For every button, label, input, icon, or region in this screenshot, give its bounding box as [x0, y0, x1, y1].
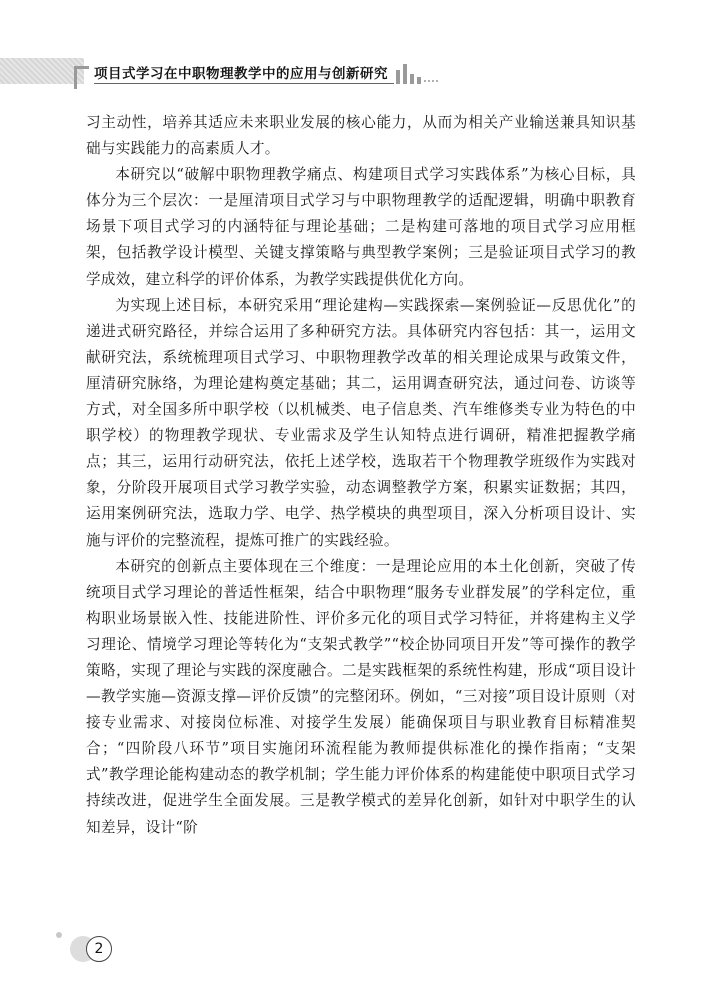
header-decor-dots — [424, 80, 438, 82]
header-decor-band — [0, 58, 84, 84]
page-number-badge — [56, 928, 126, 968]
paragraph-objectives: 本研究以“破解中职物理教学痛点、构建项目式学习实践体系”为核心目标，具体分为三个层次：一是厘清项目式学习与中职物理教学的适配逻辑，明确中职教育场景下项目式学习的内涵特征与理论基础；二是构建可落地的项目式学习应用框架，包括教学设计模型、关键支撑策略与典型教学案例；三是验证项目式学习的教学成效，建立科学的评价体系，为教学实践提供优化方向。 — [86, 166, 636, 288]
paragraph-innovations: 本研究的创新点主要体现在三个维度：一是理论应用的本土化创新，突破了传统项目式学习理论的普适性框架，结合中职物理“服务专业群发展”的学科定位，重构职业场景嵌入性、技能进阶性、评价多元化的项目式学习特征，并将建构主义学习理论、情境学习理论等转化为“支架式教学”“校企协同项目开发”等可操作的教学策略，实现了理论与实践的深度融合。二是实践框架的系统性构建，形成“项目设计—教学实施—资源支撑—评价反馈”的完整闭环。例如，“三对接”项目设计原则（对接专业需求、对接岗位标准、对接学生发展）能确保项目与职业教育目标精准契合；“四阶段八环节”项目实施闭环流程能为教师提供标准化的操作指南；“支架式”教学理论能构建动态的教学机制；学生能力评价体系的构建能使中职项目式学习持续改进，促进学生全面发展。三是教学模式的差异化创新，如针对中职学生的认知差异，设计“阶 — [86, 557, 636, 836]
paragraph-methods: 为实现上述目标，本研究采用“理论建构—实践探索—案例验证—反思优化”的递进式研究路径，并综合运用了多种研究方法。具体研究内容包括：其一，运用文献研究法，系统梳理项目式学习、中职物理教学改革的相关理论成果与政策文件，厘清研究脉络，为理论建构奠定基础；其二，运用调查研究法，通过问卷、访谈等方式，对全国多所中职学校（以机械类、电子信息类、汽车维修类专业为特色的中职学校）的物理教学现状、专业需求及学生认知特点进行调研，精准把握教学痛点；其三，运用行动研究法，依托上述学校，选取若干个物理教学班级作为实践对象，分阶段开展项目式学习教学实验，动态调整教学方案，积累实证数据；其四，运用案例研究法，选取力学、电学、热学模块的典型项目，深入分析项目设计、实施与评价的完整流程，提炼可推广的实践经验。 — [86, 296, 636, 549]
header-corner-bracket — [74, 66, 89, 89]
page-number: 2 — [86, 936, 112, 962]
running-header — [0, 52, 722, 92]
paragraph-continued: 习主动性，培养其适应未来职业发展的核心能力，从而为相关产业输送兼具知识基础与实践能力的高素质人才。 — [86, 114, 636, 158]
header-decor-bars — [396, 64, 421, 84]
body-text — [86, 110, 636, 841]
page-number-dot — [56, 932, 62, 938]
running-header-title: 项目式学习在中职物理教学中的应用与创新研究 — [94, 66, 388, 82]
header-underline — [94, 83, 394, 84]
